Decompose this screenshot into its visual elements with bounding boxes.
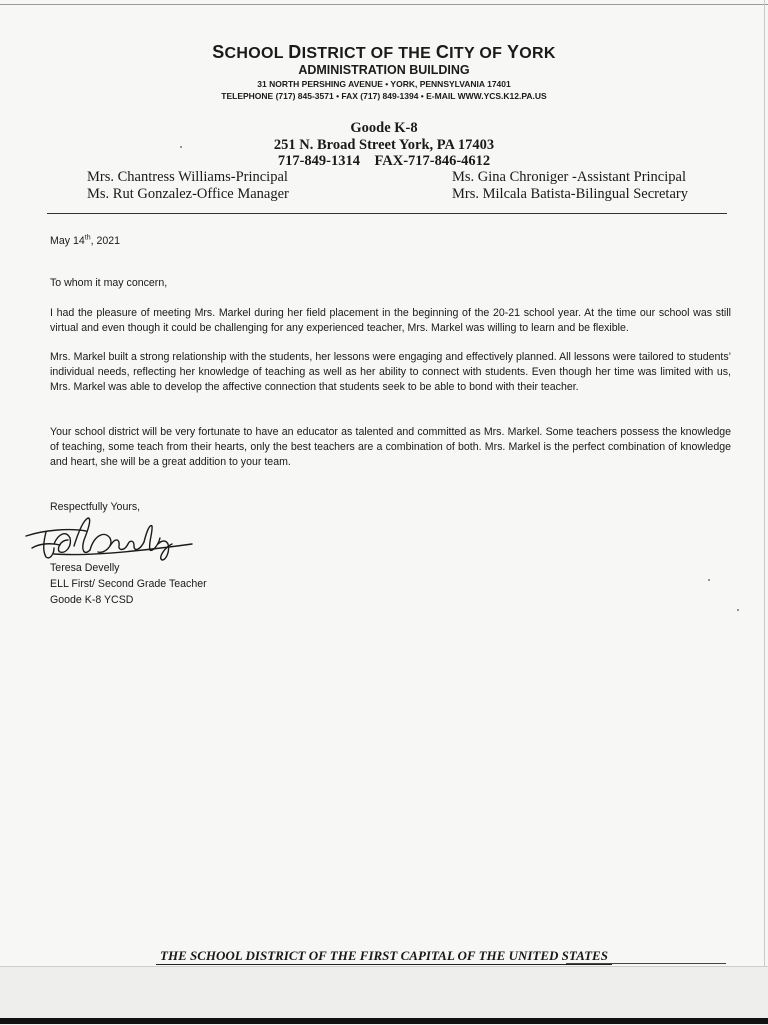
letter-date: May 14th, 2021 [50,234,121,247]
staff-principal: Mrs. Chantress Williams-Principal [87,169,288,185]
school-phones: 717-849-1314 FAX-717-846-4612 [277,153,491,169]
scan-edge-top [0,4,768,5]
header-divider [47,213,727,214]
signer-title: ELL First/ Second Grade Teacher [50,578,207,590]
staff-secretary: Mrs. Milcala Batista-Bilingual Secretary [452,186,688,202]
scan-bottom-margin [0,966,768,1025]
signer-name: Teresa Develly [50,562,120,574]
district-motto: THE SCHOOL DISTRICT OF THE FIRST CAPITAL OF THE UNITED STATES [0,948,768,964]
scan-speck [737,609,739,611]
district-name: SCHOOL DISTRICT OF THE CITY OF YORK [212,42,556,62]
paragraph-3: Your school district will be very fortunate to have an educator as talented and committed as Mrs. Markel. Some teachers possess the knowledge of teaching, some teach from their hearts, only the best teachers are a combination of both. Mrs. Markel is the perfect combination of knowledge and heart, she will be a great addition to your team. [50,426,731,469]
district-address: 31 NORTH PERSHING AVENUE • YORK, PENNSYLVANIA 17401 [257,79,511,89]
school-address: 251 N. Broad Street York, PA 17403 [273,137,495,153]
staff-office-manager: Ms. Rut Gonzalez-Office Manager [87,186,289,202]
closing: Respectfully Yours, [50,501,141,513]
district-contact: TELEPHONE (717) 845-3571 • FAX (717) 849-1394 • E-MAIL WWW.YCS.K12.PA.US [221,91,547,101]
scan-bottom-edge [0,1018,768,1024]
school-name: Goode K-8 [350,120,418,136]
paragraph-1: I had the pleasure of meeting Mrs. Markel during her field placement in the beginning of the 20-21 school year. At the time our school was still virtual and even though it could be challenging for any experienced teacher, Mrs. Markel was willing to learn and be flexible. [50,307,731,335]
signer-school: Goode K-8 YCSD [50,594,134,606]
footer-rule [566,963,726,964]
scan-speck [708,579,710,581]
staff-assistant-principal: Ms. Gina Chroniger -Assistant Principal [452,169,686,185]
paragraph-2: Mrs. Markel built a strong relationship with the students, her lessons were engaging and effectively planned. All lessons were tailored to students’ individual needs, reflecting her knowledge of teaching as well as her ability to connect with students. Even though her time was limited with us, Mrs. Markel was able to develop the affective connection that students seek to be able to bond with their teacher. [50,351,731,394]
scan-speck [180,146,182,148]
greeting: To whom it may concern, [50,277,168,289]
handwritten-signature [24,510,199,565]
signature-block [50,560,731,608]
administration-building: ADMINISTRATION BUILDING [298,63,470,77]
